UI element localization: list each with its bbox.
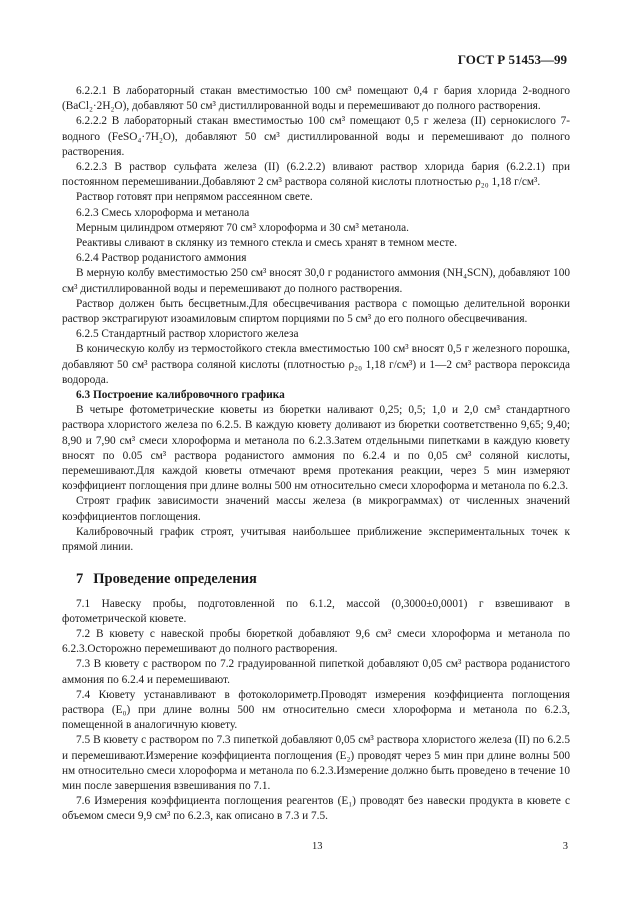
paragraph-storage: Реактивы сливают в склянку из темного стекла и смесь хранят в темном месте.	[76, 237, 458, 250]
standard-number: ГОСТ Р 51453—99	[457, 52, 567, 67]
subheading-6-2-5: 6.2.5 Стандартный раствор хлористого железа	[76, 328, 299, 341]
paragraph-6-2-2-3: 6.2.2.3 В раствор сульфата железа (II) (6.2.2.2) вливают раствор хлорида бария (6.2.2.1) при постоянном перемешивании.Добавляют 2 см³ раствора соляной кислоты плотностью ρ₂₀ 1,18 г/см³.	[62, 161, 570, 189]
paragraph-7-2: 7.2 В кювету с навеской пробы бюреткой добавляют 9,6 см³ смеси хлороформа и метанола по 6.2.3.Осторожно перемешивают до полного растворения.	[62, 627, 570, 656]
paragraph-7-3: 7.3 В кювету с раствором по 7.2 градуированной пипеткой добавляют 0,05 см³ раствора роданистого аммония по 6.2.4 и перемешивают.	[62, 658, 570, 686]
paragraph-light-note: Раствор готовят при непрямом рассеянном свете.	[76, 191, 313, 204]
paragraph-6-2-2-2: 6.2.2.2 В лабораторный стакан вместимостью 100 см³ помещают 0,5 г железа (II) сернокислого 7-водного (FeSO₄·7H₂O), добавляют 50 см³ дистиллированной воды и перемешивают до полного растворения.	[62, 115, 570, 158]
paragraph-measure: Мерным цилиндром отмеряют 70 см³ хлороформа и 30 см³ метанола.	[76, 221, 410, 234]
paragraph-thiocyanate: В мерную колбу вместимостью 250 см³ вносят 30,0 г роданистого аммония (NH₄SCN), добавляют 100 см³ дистиллированной воды и перемешивают до полного растворения.	[62, 267, 570, 295]
paragraph-decolor: Раствор должен быть бесцветным.Для обесцвечивания раствора с помощью делительной воронки раствор экстрагируют изоамиловым спиртом порциями по 5 см³ до его полного обесцвечивания.	[62, 297, 570, 326]
paragraph-approx: Калибровочный график строят, учитывая наибольшее приближение экспериментальных точек к прямой линии.	[62, 525, 570, 554]
paragraph-plot: Строят график зависимости значений массы железа (в микрограммах) от численных значений коэффициентов поглощения.	[62, 495, 570, 523]
section-7-title: Проведение определения	[93, 571, 257, 588]
page-body	[62, 84, 570, 825]
section-7-number: 7	[76, 571, 84, 588]
subheading-6-2-4: 6.2.4 Раствор роданистого аммония	[76, 252, 247, 265]
paragraph-6-2-2-1: 6.2.2.1 В лабораторный стакан вместимостью 100 см³ помещают 0,4 г бария хлорида 2-водного (BaCl₂·2H₂O), добавляют 50 см³ дистиллированной воды и перемешивают до полного растворения.	[62, 85, 570, 113]
page-number-right: 3	[562, 841, 568, 852]
paragraph-iron-chloride: В коническую колбу из термостойкого стекла вместимостью 100 см³ вносят 0,5 г железного порошка, добавляют 50 см³ раствора соляной кислоты (плотностью ρ₂₀ 1,18 г/см³) и 1—2 см³ раствора пероксида водорода.	[62, 343, 570, 386]
paragraph-7-6: 7.6 Измерения коэффициента поглощения реагентов (E₁) проводят без навески продукта в кювете с объемом смеси 9,9 см³ по 6.2.3, как описано в 7.3 и 7.5.	[62, 795, 570, 823]
section-7-heading	[76, 572, 570, 587]
subheading-6-3: 6.3 Построение калибровочного графика	[76, 389, 285, 402]
subheading-6-2-3: 6.2.3 Смесь хлороформа и метанола	[76, 206, 250, 219]
paragraph-7-5: 7.5 В кювету с раствором по 7.3 пипеткой добавляют 0,05 см³ раствора хлористого железа (II) по 6.2.5 и перемешивают.Измерение коэффициента поглощения (E₂) проводят через 5 мин при длине волны 500 нм относительно смеси хлороформа и метанола по 6.2.3.Измерение должно быть проведено в течение 10 мин после завершения взвешивания по 7.1.	[62, 734, 570, 792]
paragraph-calibration: В четыре фотометрические кюветы из бюретки наливают 0,25; 0,5; 1,0 и 2,0 см³ стандартного раствора хлористого железа по 6.2.5. В каждую кювету доливают из бюретки соответственно 9,65; 9,40; 8,90 и 7,90 см³ смеси хлороформа и метанола по 6.2.3.Затем отдельными пипетками в каждую кювету вносят по 0.05 см³ раствора роданистого аммония по 6.2.4 и по 0,05 см³ соляной кислоты, перемешивают.Для каждой кюветы отмечают время протекания реакции, через 5 мин измеряют коэффициент поглощения при длине волны 500 нм относительно смеси хлороформа и метанола по 6.2.3.	[62, 404, 570, 493]
page-number-center: 13	[312, 841, 323, 852]
paragraph-7-1: 7.1 Навеску пробы, подготовленной по 6.1.2, массой (0,3000±0,0001) г взвешивают в фотометрической кювете.	[62, 597, 570, 625]
paragraph-7-4: 7.4 Кювету устанавливают в фотоколориметр.Проводят измерения коэффициента поглощения раствора (E₀) при длине волны 500 нм относительно смеси хлороформа и метанола по 6.2.3, помещенной в аналогичную кювету.	[62, 688, 570, 732]
